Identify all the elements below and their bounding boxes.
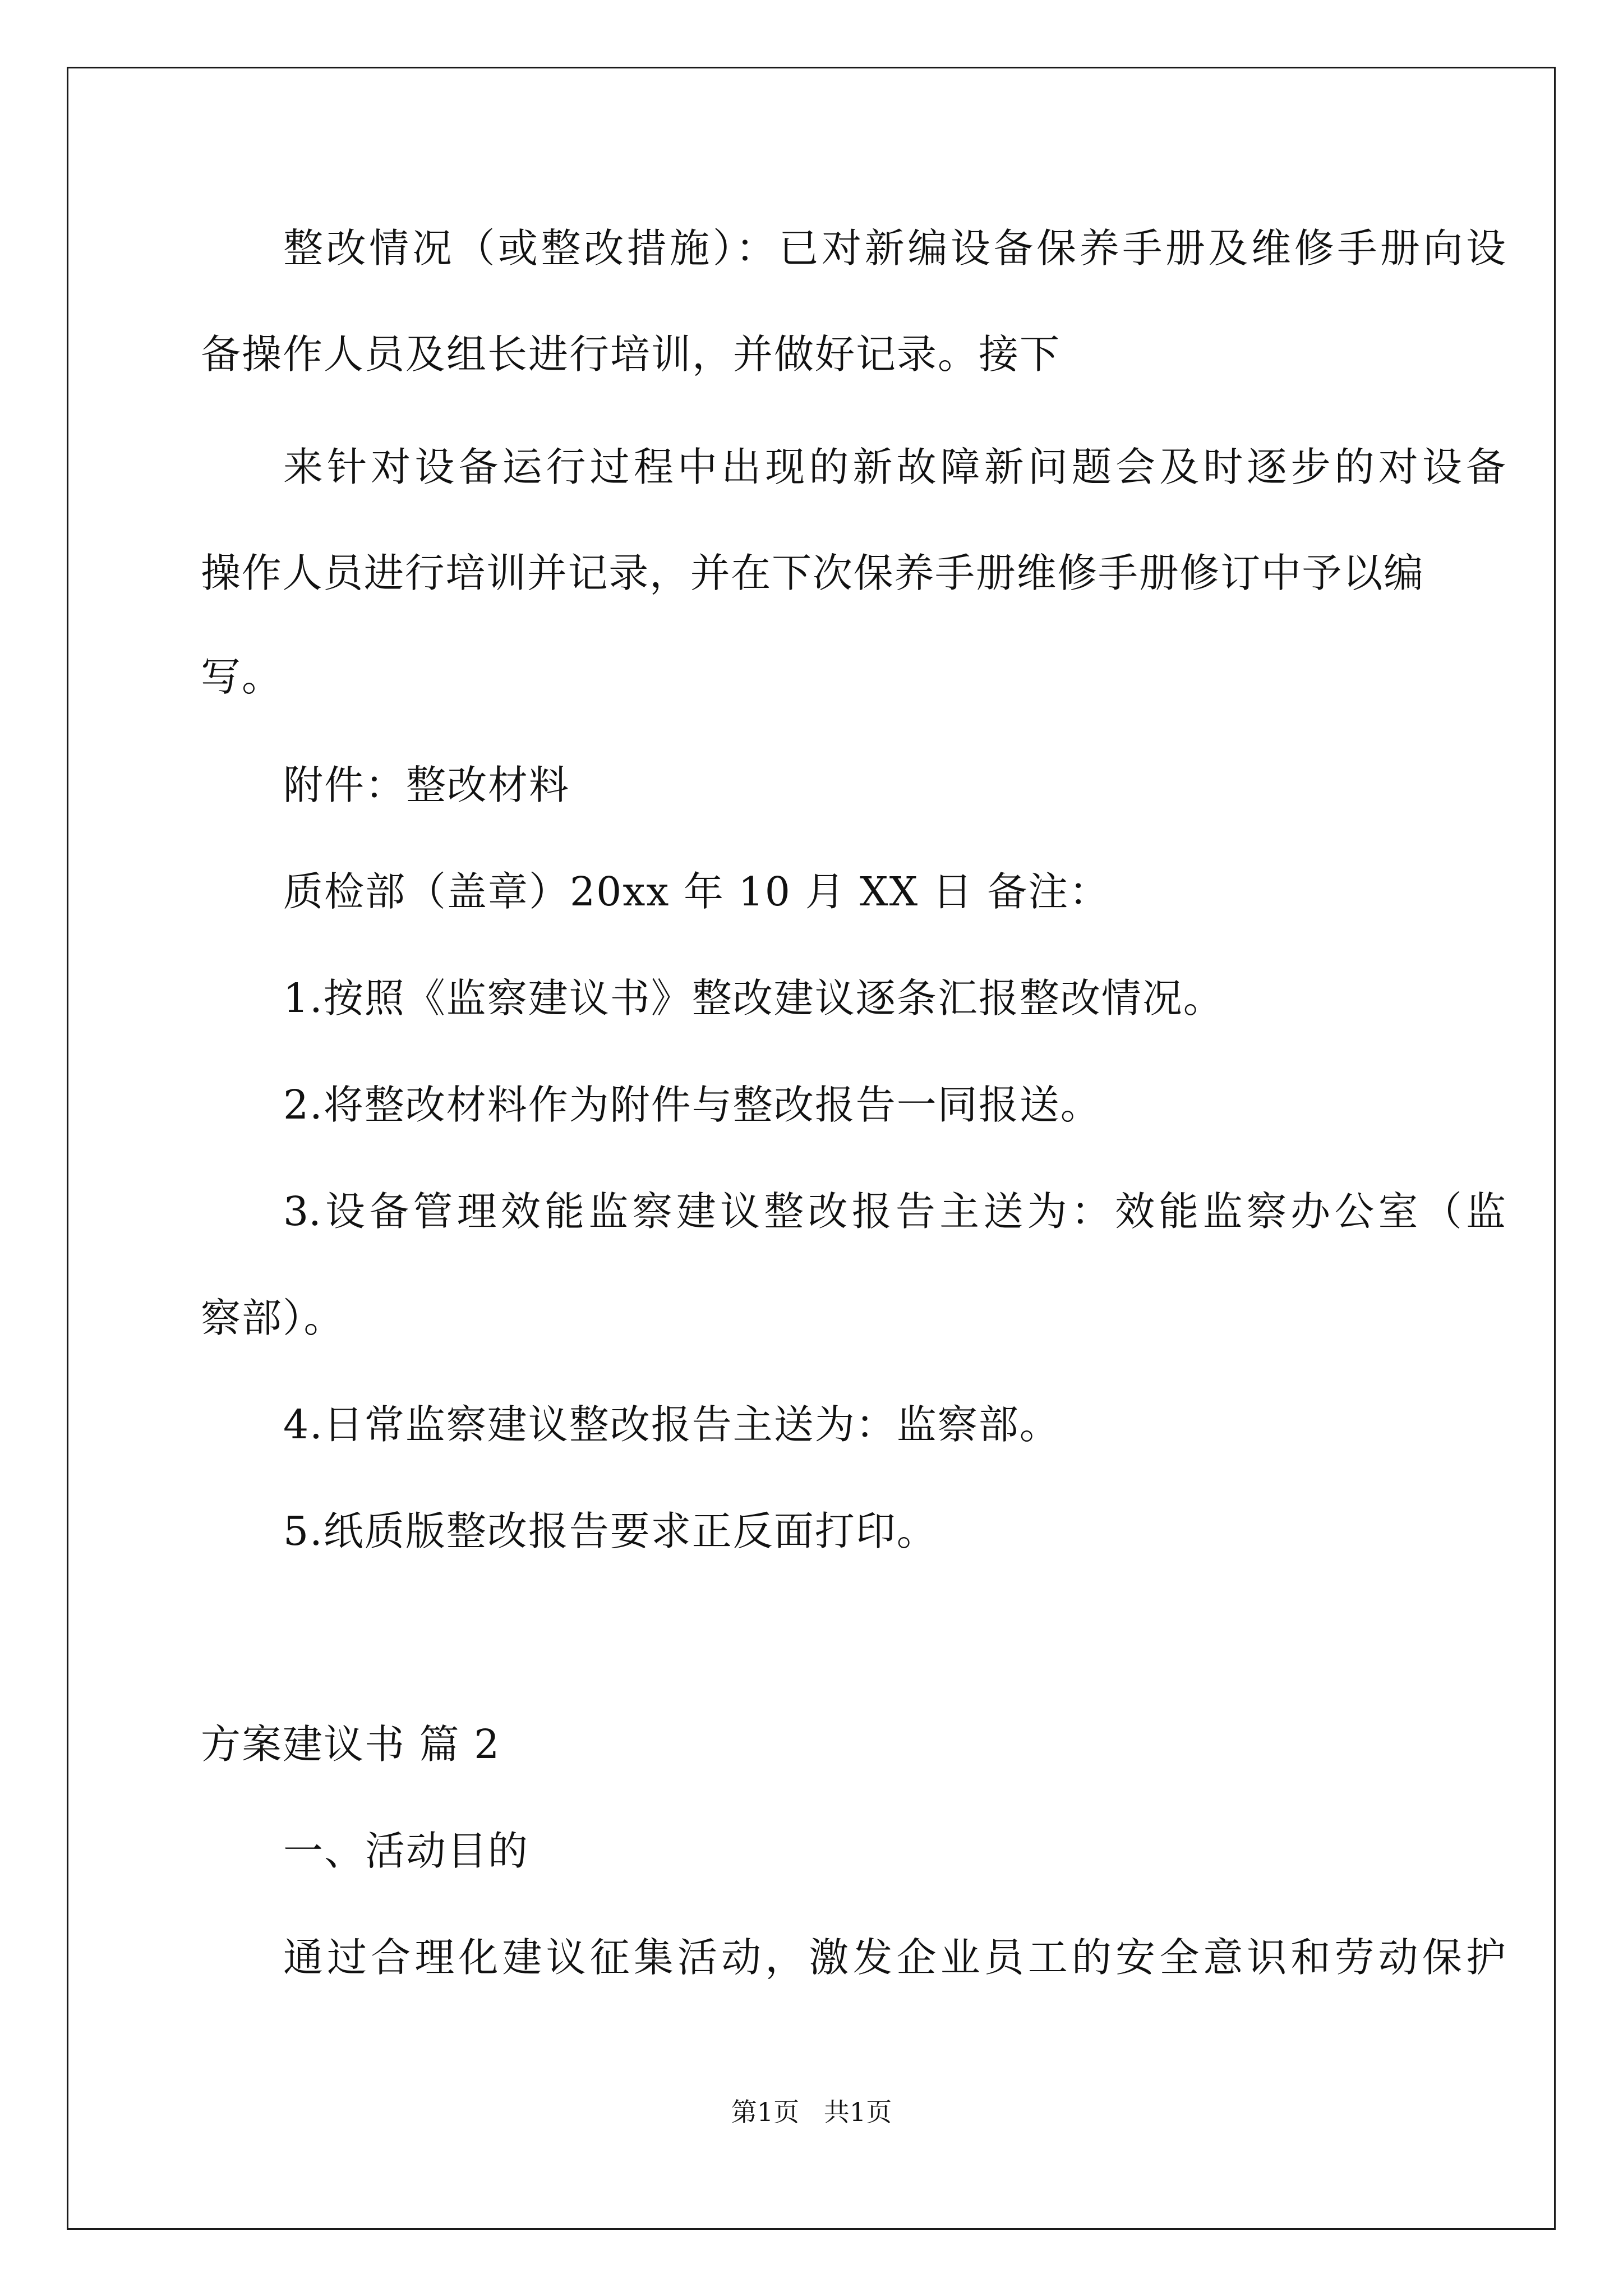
- page-border: [67, 67, 1556, 2230]
- paragraph-rectification-line-1: 整改情况（或整改措施）：已对新编设备保养手册及维修手册向设: [283, 225, 1506, 272]
- note-item-1: 1.按照《监察建议书》整改建议逐条汇报整改情况。: [283, 975, 1224, 1022]
- paragraph-followup-line-3: 写。: [201, 654, 283, 700]
- note-item-5: 5.纸质版整改报告要求正反面打印。: [283, 1508, 938, 1554]
- paragraph-rectification-line-2: 备操作人员及组长进行培训，并做好记录。接下: [201, 331, 1061, 378]
- page-footer: 第1页 共1页: [731, 2097, 892, 2127]
- purpose-paragraph-line-1: 通过合理化建议征集活动，激发企业员工的安全意识和劳动保护: [283, 1934, 1506, 1981]
- note-item-2: 2.将整改材料作为附件与整改报告一同报送。: [283, 1082, 1101, 1128]
- section-heading: 方案建议书 篇 2: [201, 1721, 501, 1768]
- attachment-line: 附件：整改材料: [283, 762, 570, 808]
- note-item-3-line-2: 察部）。: [201, 1295, 345, 1341]
- note-item-3-line-1: 3.设备管理效能监察建议整改报告主送为：效能监察办公室（监: [283, 1188, 1506, 1235]
- signature-date-line: 质检部（盖章）20xx 年 10 月 XX 日 备注：: [283, 868, 1110, 915]
- subsection-heading: 一、活动目的: [283, 1828, 529, 1874]
- paragraph-followup-line-1: 来针对设备运行过程中出现的新故障新问题会及时逐步的对设备: [283, 444, 1506, 490]
- note-item-4: 4.日常监察建议整改报告主送为：监察部。: [283, 1401, 1061, 1448]
- paragraph-followup-line-2: 操作人员进行培训并记录，并在下次保养手册维修手册修订中予以编: [201, 550, 1423, 596]
